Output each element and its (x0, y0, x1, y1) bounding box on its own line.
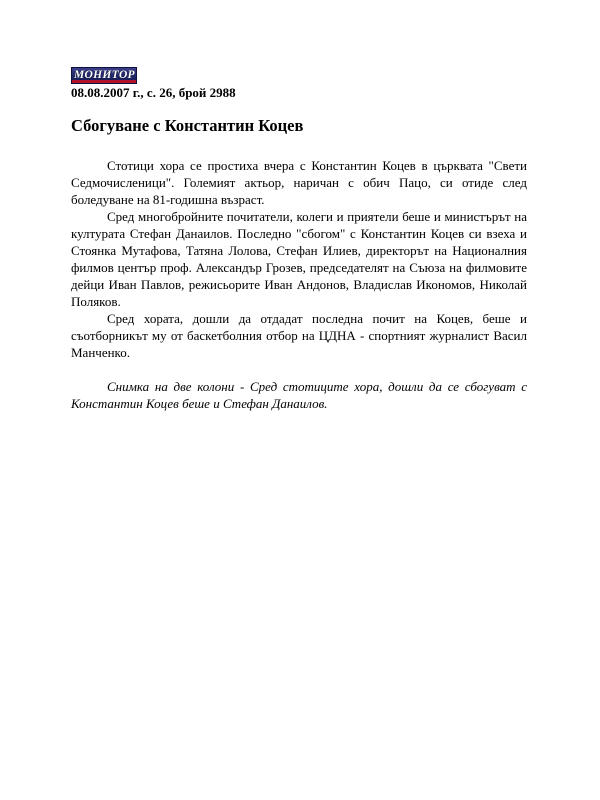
article-body (71, 157, 527, 412)
article-title: Сбогуване с Константин Коцев (71, 116, 304, 135)
article-paragraph: Сред хората, дошли да отдадат последна почит на Коцев, беше и съотборникът му от баскетболния отбор на ЦДНА - спортният журналист Васил Манченко. (71, 311, 527, 360)
newspaper-logo (71, 67, 137, 84)
logo-text: МОНИТОР (74, 69, 135, 81)
article-paragraph: Стотици хора се простиха вчера с Константин Коцев в църквата "Свети Седмочисленици". Големият актьор, наричан с обич Пацо, си отиде след боледуване на 81-годишна възраст. (71, 158, 527, 207)
photo-caption: Снимка на две колони - Сред стотиците хора, дошли да се сбогуват с Константин Коцев беше и Стефан Данаилов. (71, 379, 527, 411)
article-paragraph: Сред многобройните почитатели, колеги и приятели беше и министърът на културата Стефан Данаилов. Последно "сбогом" с Константин Коцев си взеха и Стоянка Мутафова, Татяна Лолова, Стефан Илиев, директорът на Националния филмов център проф. Александър Грозев, председателят на Съюза на филмовите дейци Иван Павлов, режисьорите Иван Андонов, Владислав Икономов, Николай Поляков. (71, 209, 527, 309)
issue-line: 08.08.2007 г., с. 26, брой 2988 (71, 85, 236, 100)
